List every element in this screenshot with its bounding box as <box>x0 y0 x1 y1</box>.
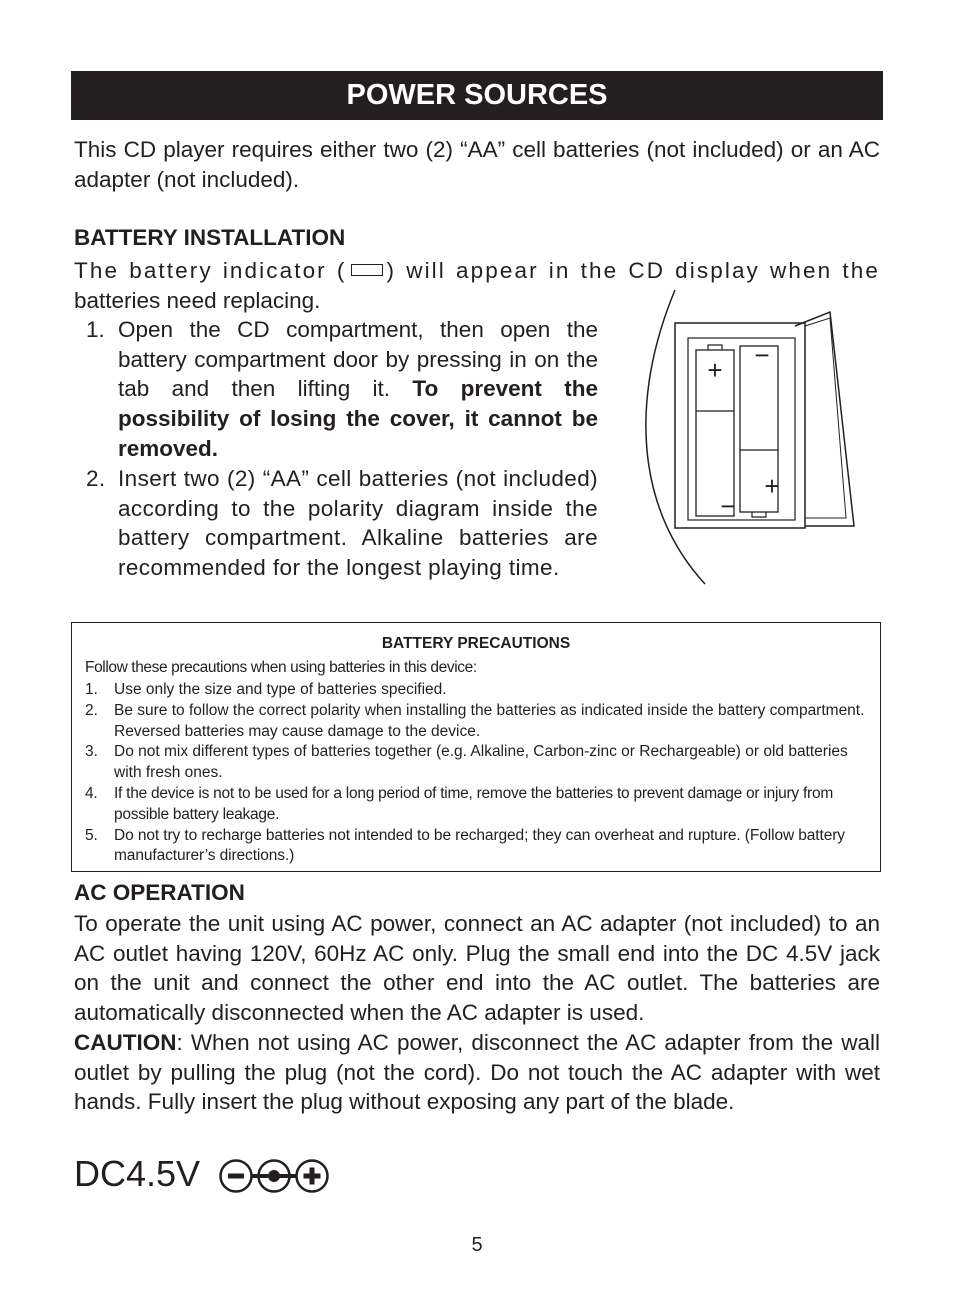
dc-voltage-label: DC4.5V <box>74 1153 201 1194</box>
precautions-intro: Follow these precautions when using batteries in this device: <box>85 659 477 676</box>
diagram-plus-top: + <box>707 355 723 385</box>
list-item: 3. Do not mix different types of batteries together (e.g. Alkaline, Carbon-zinc or Rechargeable) or old batteries with fresh ones. <box>85 743 848 782</box>
ac-operation-paragraph: To operate the unit using AC power, connect an AC adapter (not included) to an AC outlet having 120V, 60Hz AC only. Plug the small end into the DC 4.5V jack on the unit and connect the other end into the AC outlet. The batteries are automatically disconnected when the AC adapter is used. <box>74 911 880 1026</box>
precautions-title: BATTERY PRECAUTIONS <box>381 635 571 652</box>
diagram-minus-bottom: − <box>720 491 736 521</box>
list-item: 5. Do not try to recharge batteries not intended to be recharged; they can overheat and rupture. (Follow battery manufacturer’s directions.) <box>85 826 845 865</box>
diagram-plus-bottom: + <box>764 471 780 501</box>
battery-indicator-icon <box>351 264 383 276</box>
battery-indicator-line-2: batteries need replacing. <box>74 288 321 313</box>
list-item: 4. If the device is not to be used for a long period of time, remove the batteries to prevent damage or injury from possible battery leakage. <box>85 784 833 823</box>
section-title-banner <box>71 71 883 120</box>
list-item: 1. Use only the size and type of batteries specified. <box>85 681 447 698</box>
page-number: 5 <box>471 1234 483 1256</box>
intro-paragraph: This CD player requires either two (2) “AA” cell batteries (not included) or an AC adapter (not included). <box>74 137 880 192</box>
section-title: POWER SOURCES <box>346 79 608 111</box>
list-item: 2. Be sure to follow the correct polarity when installing the batteries as indicated inside the battery compartment. Reversed batteries may cause damage to the device. <box>85 701 865 740</box>
dc-polarity-icon <box>217 1158 331 1194</box>
ac-operation-heading: AC OPERATION <box>74 880 245 905</box>
precautions-list <box>85 680 875 867</box>
diagram-minus-top: − <box>754 340 770 370</box>
battery-indicator-line: The battery indicator ( ) will appear in the CD display when the <box>74 258 880 283</box>
battery-compartment-diagram <box>630 288 870 588</box>
battery-installation-heading: BATTERY INSTALLATION <box>74 225 346 250</box>
caution-paragraph: CAUTION: When not using AC power, disconnect the AC adapter from the wall outlet by pulling the plug (not the cord). Do not touch the AC adapter with wet hands. Fully insert the plug without exposing any part of the blade. <box>74 1030 880 1115</box>
battery-precautions-box <box>71 622 881 872</box>
